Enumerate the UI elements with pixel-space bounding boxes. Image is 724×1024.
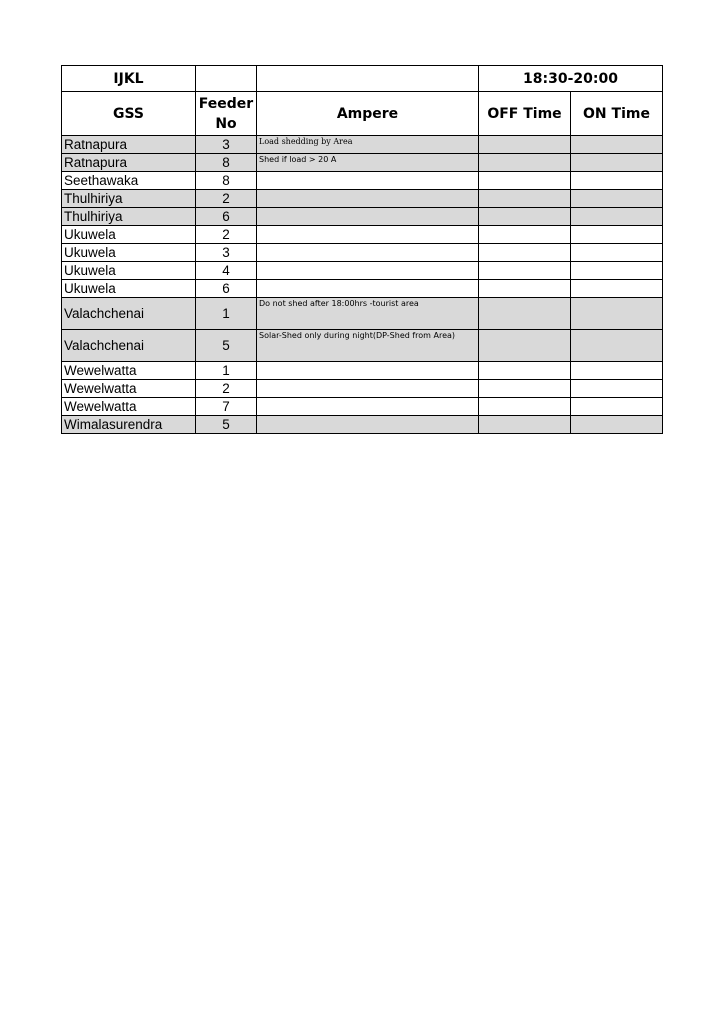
on-time-cell[interactable]: [571, 380, 663, 398]
gss-cell: Wewelwatta: [62, 380, 196, 398]
off-time-cell[interactable]: [479, 136, 571, 154]
feeder-cell: 8: [196, 154, 257, 172]
on-time-cell[interactable]: [571, 172, 663, 190]
feeder-header-line1: Feeder: [198, 95, 254, 112]
feeder-cell: 1: [196, 298, 257, 330]
ampere-note-cell[interactable]: Do not shed after 18:00hrs -tourist area: [257, 298, 479, 330]
feeder-cell: 6: [196, 208, 257, 226]
table-row: [62, 226, 663, 244]
off-time-cell[interactable]: [479, 380, 571, 398]
feeder-cell: 3: [196, 244, 257, 262]
on-time-cell[interactable]: [571, 136, 663, 154]
blank-cell: [257, 66, 479, 92]
feeder-cell: 4: [196, 262, 257, 280]
feeder-cell: 8: [196, 172, 257, 190]
ampere-note-cell[interactable]: Solar-Shed only during night(DP-Shed from Area): [257, 330, 479, 362]
ampere-note-cell[interactable]: [257, 280, 479, 298]
on-time-cell[interactable]: [571, 362, 663, 380]
ampere-note-cell[interactable]: [257, 416, 479, 434]
on-time-cell[interactable]: [571, 190, 663, 208]
gss-cell: Thulhiriya: [62, 208, 196, 226]
ampere-note-cell[interactable]: [257, 190, 479, 208]
table-row: [62, 208, 663, 226]
title-row: [62, 66, 663, 92]
off-time-cell[interactable]: [479, 416, 571, 434]
on-time-cell[interactable]: [571, 416, 663, 434]
table-row: [62, 244, 663, 262]
table-row: [62, 136, 663, 154]
gss-header: GSS: [62, 92, 196, 136]
feeder-cell: 5: [196, 330, 257, 362]
off-time-cell[interactable]: [479, 398, 571, 416]
gss-cell: Valachchenai: [62, 330, 196, 362]
gss-cell: Ratnapura: [62, 136, 196, 154]
table-row: [62, 154, 663, 172]
ampere-note-cell[interactable]: [257, 380, 479, 398]
group-code: IJKL: [62, 66, 196, 92]
feeder-schedule-table: [61, 65, 663, 434]
on-time-cell[interactable]: [571, 154, 663, 172]
table-row: [62, 330, 663, 362]
table-row: [62, 172, 663, 190]
on-time-cell[interactable]: [571, 208, 663, 226]
on-time-cell[interactable]: [571, 244, 663, 262]
off-time-cell[interactable]: [479, 262, 571, 280]
feeder-cell: 3: [196, 136, 257, 154]
table-row: [62, 398, 663, 416]
off-time-cell[interactable]: [479, 208, 571, 226]
on-time-cell[interactable]: [571, 262, 663, 280]
off-time-cell[interactable]: [479, 172, 571, 190]
feeder-cell: 2: [196, 380, 257, 398]
ampere-note-cell[interactable]: [257, 208, 479, 226]
table-row: [62, 262, 663, 280]
table-row: [62, 280, 663, 298]
feeder-cell: 7: [196, 398, 257, 416]
feeder-cell: 6: [196, 280, 257, 298]
gss-cell: Thulhiriya: [62, 190, 196, 208]
off-time-cell[interactable]: [479, 362, 571, 380]
ampere-note-cell[interactable]: [257, 398, 479, 416]
gss-cell: Ukuwela: [62, 262, 196, 280]
off-time-cell[interactable]: [479, 244, 571, 262]
time-window: 18:30-20:00: [479, 66, 663, 92]
on-time-cell[interactable]: [571, 330, 663, 362]
off-time-cell[interactable]: [479, 330, 571, 362]
table-row: [62, 190, 663, 208]
feeder-cell: 2: [196, 190, 257, 208]
table-row: [62, 362, 663, 380]
gss-cell: Ratnapura: [62, 154, 196, 172]
gss-cell: Wewelwatta: [62, 398, 196, 416]
ampere-note-cell[interactable]: [257, 362, 479, 380]
feeder-header-line2: No: [215, 115, 237, 132]
ampere-note-cell[interactable]: [257, 262, 479, 280]
blank-cell: [196, 66, 257, 92]
ampere-note-cell[interactable]: [257, 244, 479, 262]
off-time-cell[interactable]: [479, 280, 571, 298]
on-time-cell[interactable]: [571, 280, 663, 298]
table-row: [62, 380, 663, 398]
off-time-cell[interactable]: [479, 226, 571, 244]
off-time-cell[interactable]: [479, 190, 571, 208]
off-time-cell[interactable]: [479, 154, 571, 172]
ampere-note-cell[interactable]: [257, 226, 479, 244]
on-time-cell[interactable]: [571, 398, 663, 416]
on-time-header: ON Time: [571, 92, 663, 136]
table-row: [62, 416, 663, 434]
on-time-cell[interactable]: [571, 226, 663, 244]
gss-cell: Valachchenai: [62, 298, 196, 330]
column-header-row: [62, 92, 663, 136]
feeder-cell: 1: [196, 362, 257, 380]
feeder-cell: 5: [196, 416, 257, 434]
ampere-header: Ampere: [257, 92, 479, 136]
gss-cell: Wimalasurendra: [62, 416, 196, 434]
ampere-note-cell[interactable]: [257, 172, 479, 190]
gss-cell: Ukuwela: [62, 226, 196, 244]
gss-cell: Seethawaka: [62, 172, 196, 190]
ampere-note-cell[interactable]: Load shedding by Area: [257, 136, 479, 154]
gss-cell: Wewelwatta: [62, 362, 196, 380]
ampere-note-cell[interactable]: Shed if load > 20 A: [257, 154, 479, 172]
off-time-header: OFF Time: [479, 92, 571, 136]
feeder-cell: 2: [196, 226, 257, 244]
table-row: [62, 298, 663, 330]
on-time-cell[interactable]: [571, 298, 663, 330]
gss-cell: Ukuwela: [62, 244, 196, 262]
feeder-no-header: [196, 92, 257, 136]
off-time-cell[interactable]: [479, 298, 571, 330]
gss-cell: Ukuwela: [62, 280, 196, 298]
